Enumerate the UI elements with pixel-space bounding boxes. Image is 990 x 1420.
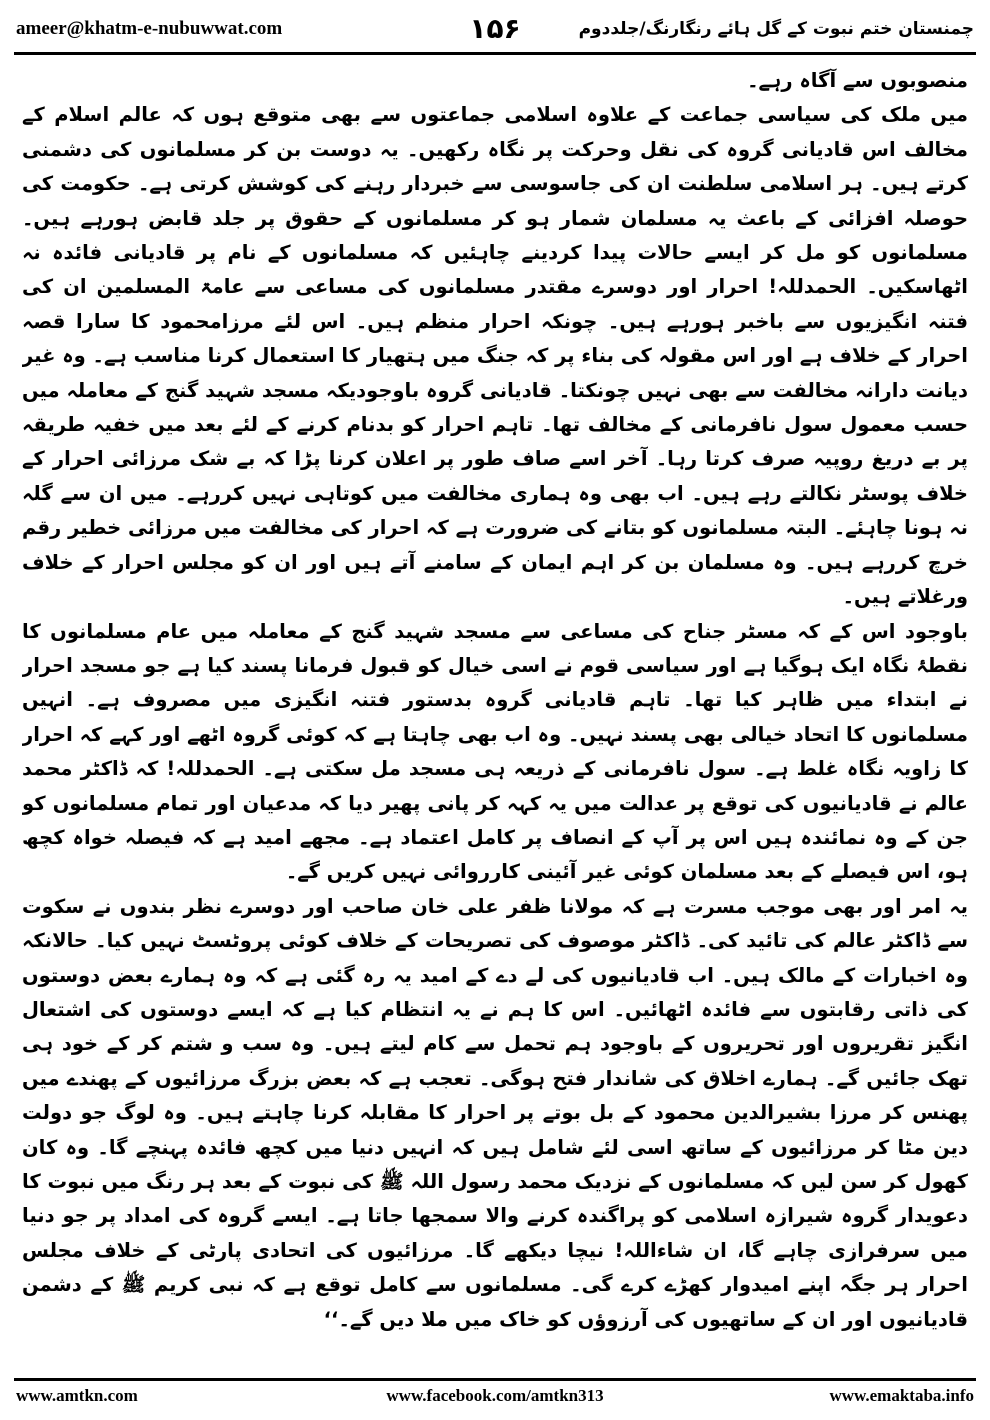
footer-link-left[interactable]: www.amtkn.com [16,1386,138,1405]
paragraph: منصوبوں سے آگاہ رہے۔ [747,69,968,92]
header-rule [14,52,976,55]
page-header [14,10,976,50]
header-email: ameer@khatm-e-nubuwwat.com [16,18,283,39]
paragraph: باوجود اس کے کہ مسٹر جناح کی مساعی سے مسجد شہید گنج کے معاملہ میں عام مسلمانوں کا نقطۂ نگاہ ایک ہوگیا ہے اور سیاسی قوم نے اسی خیال کو قبول فرمانا پسند کیا ہے جو مسجد احرار نے ابتداء میں ظاہر کیا تھا۔ تاہم قادیانی گروہ بدستور فتنہ انگیزی میں مصروف ہے۔ انہیں مسلمانوں کا اتحاد خیالی بھی پسند نہیں۔ وہ اب بھی چاہتا ہے کہ کوئی گروہ اٹھے اور کہے کہ احرار کا زاویہ نگاہ غلط ہے۔ سول نافرمانی کے ذریعہ ہی مسجد مل سکتی ہے۔ الحمدللہ! کہ ڈاکٹر محمد عالم نے قادیانیوں کی توقع پر عدالت میں یہ کہہ کر پانی پھیر دیا کہ مدعیان اور تمام مسلمانوں کو جن کے وہ نمائندہ ہیں اس پر آپ کے انصاف پر کامل اعتماد ہے۔ مجھے امید ہے کہ فیصلہ خواہ کچھ ہو، اس فیصلے کے بعد مسلمان کوئی غیر آئینی کارروائی نہیں کریں گے۔ [22,619,968,884]
footer-rule [14,1378,976,1381]
footer-link-right[interactable]: www.emaktaba.info [829,1386,974,1405]
paragraph: یہ امر اور بھی موجب مسرت ہے کہ مولانا ظفر علی خان صاحب اور دوسرے نظر بندوں نے سکوت سے ڈاکٹر عالم کی تائید کی۔ ڈاکٹر موصوف کی تصریحات کے خلاف کوئی پروٹسٹ نہیں کیا۔ حالانکہ وہ اخبارات کے مالک ہیں۔ اب قادیانیوں کی لے دے کے امید یہ رہ گئی ہے کہ وہ ہمارے بعض دوستوں کی ذاتی رقابتوں سے فائدہ اٹھائیں۔ اس کا ہم نے یہ انتظام کیا ہے کہ ایسے دوستوں کی اشتعال انگیز تقریروں اور تحریروں کے باوجود ہم تحمل سے کام لیتے ہیں۔ وہ سب و شتم کر کے خود ہی تھک جائیں گے۔ ہمارے اخلاق کی شاندار فتح ہوگی۔ تعجب ہے کہ بعض بزرگ مرزائیوں کے پھندے میں پھنس کر مرزا بشیرالدین محمود کے بل بوتے پر احرار کا مقابلہ کرنا چاہتے ہیں۔ وہ لوگ جو دولت دین مٹا کر مرزائیوں کے ساتھ اسی لئے شامل ہیں کہ انہیں دنیا میں کچھ فائدہ پہنچے گا۔ وہ کان کھول کر سن لیں کہ مسلمانوں کے نزدیک محمد رسول اللہ ﷺ کی نبوت کے بعد ہر رنگ میں نبوت کا دعویدار گروہ شیرازہ اسلامی کو پراگندہ کرنے والا سمجھا جاتا ہے۔ ایسے گروہ کی امداد پر جو دنیا میں سرفرازی چاہے گا، ان شاءاللہ! نیچا دیکھے گا۔ مرزائیوں کی اتحادی پارٹی کے خلاف مجلس احرار ہر جگہ اپنے امیدوار کھڑے کرے گی۔ مسلمانوں سے کامل توقع ہے کہ نبی کریم ﷺ کے دشمن قادیانیوں اور ان کے ساتھیوں کی آرزوؤں کو خاک میں ملا دیں گے۔‘‘ [22,894,968,1331]
page-body [22,64,968,1372]
footer-link-center[interactable]: www.facebook.com/amtkn313 [386,1386,604,1405]
page-number: ۱۵۶ [469,12,521,45]
book-title: چمنستان ختم نبوت کے گل ہائے رنگارنگ/جلددوم [578,19,974,39]
page-footer [14,1386,976,1412]
paragraph: میں ملک کی سیاسی جماعت کے علاوہ اسلامی جماعتوں سے بھی متوقع ہوں کہ عالم اسلام کے مخالف اس قادیانی گروہ کی نقل وحرکت پر نگاہ رکھیں۔ یہ دوست بن کر مسلمانوں کی دشمنی کرتے ہیں۔ ہر اسلامی سلطنت ان کی جاسوسی سے خبردار رہنے کی کوشش کرتی ہے۔ حکومت کی حوصلہ افزائی کے باعث یہ مسلمان شمار ہو کر مسلمانوں کے حقوق پر جلد قابض ہورہے ہیں۔ مسلمانوں کو مل کر ایسے حالات پیدا کردینے چاہئیں کہ مسلمانوں کے نام پر قادیانی فائدہ نہ اٹھاسکیں۔ الحمدللہ! احرار اور دوسرے مقتدر مسلمانوں کی مساعی سے عامۃ المسلمین ان کی فتنہ انگیزیوں سے باخبر ہورہے ہیں۔ چونکہ احرار منظم ہیں۔ اس لئے مرزامحمود کا سارا قصہ احرار کے خلاف ہے اور اس مقولہ کی بناء پر کہ جنگ میں ہتھیار کا استعمال کرنا مناسب ہے۔ وہ غیر دیانت دارانہ مخالفت سے بھی نہیں چونکتا۔ قادیانی گروہ باوجودیکہ مسجد شہید گنج کے معاملہ میں حسب معمول سول نافرمانی کے مخالف تھا۔ تاہم احرار کو بدنام کرنے کے لئے بعد میں خفیہ طریقہ پر بے دریغ روپیہ صرف کرتا رہا۔ آخر اسے صاف طور پر اعلان کرنا پڑا کہ بے شک مرزائی احرار کے خلاف پوسٹر نکالتے رہے ہیں۔ اب بھی وہ ہماری مخالفت میں کوتاہی نہیں کررہے۔ میں ان سے گلہ نہ ہونا چاہئے۔ البتہ مسلمانوں کو بتانے کی ضرورت ہے کہ احرار کی مخالفت میں مرزائی خطیر رقم خرچ کررہے ہیں۔ وہ مسلمان بن کر اہم ایمان کے سامنے آتے ہیں اور ان کو مجلس احرار کے خلاف ورغلاتے ہیں۔ [22,103,968,609]
